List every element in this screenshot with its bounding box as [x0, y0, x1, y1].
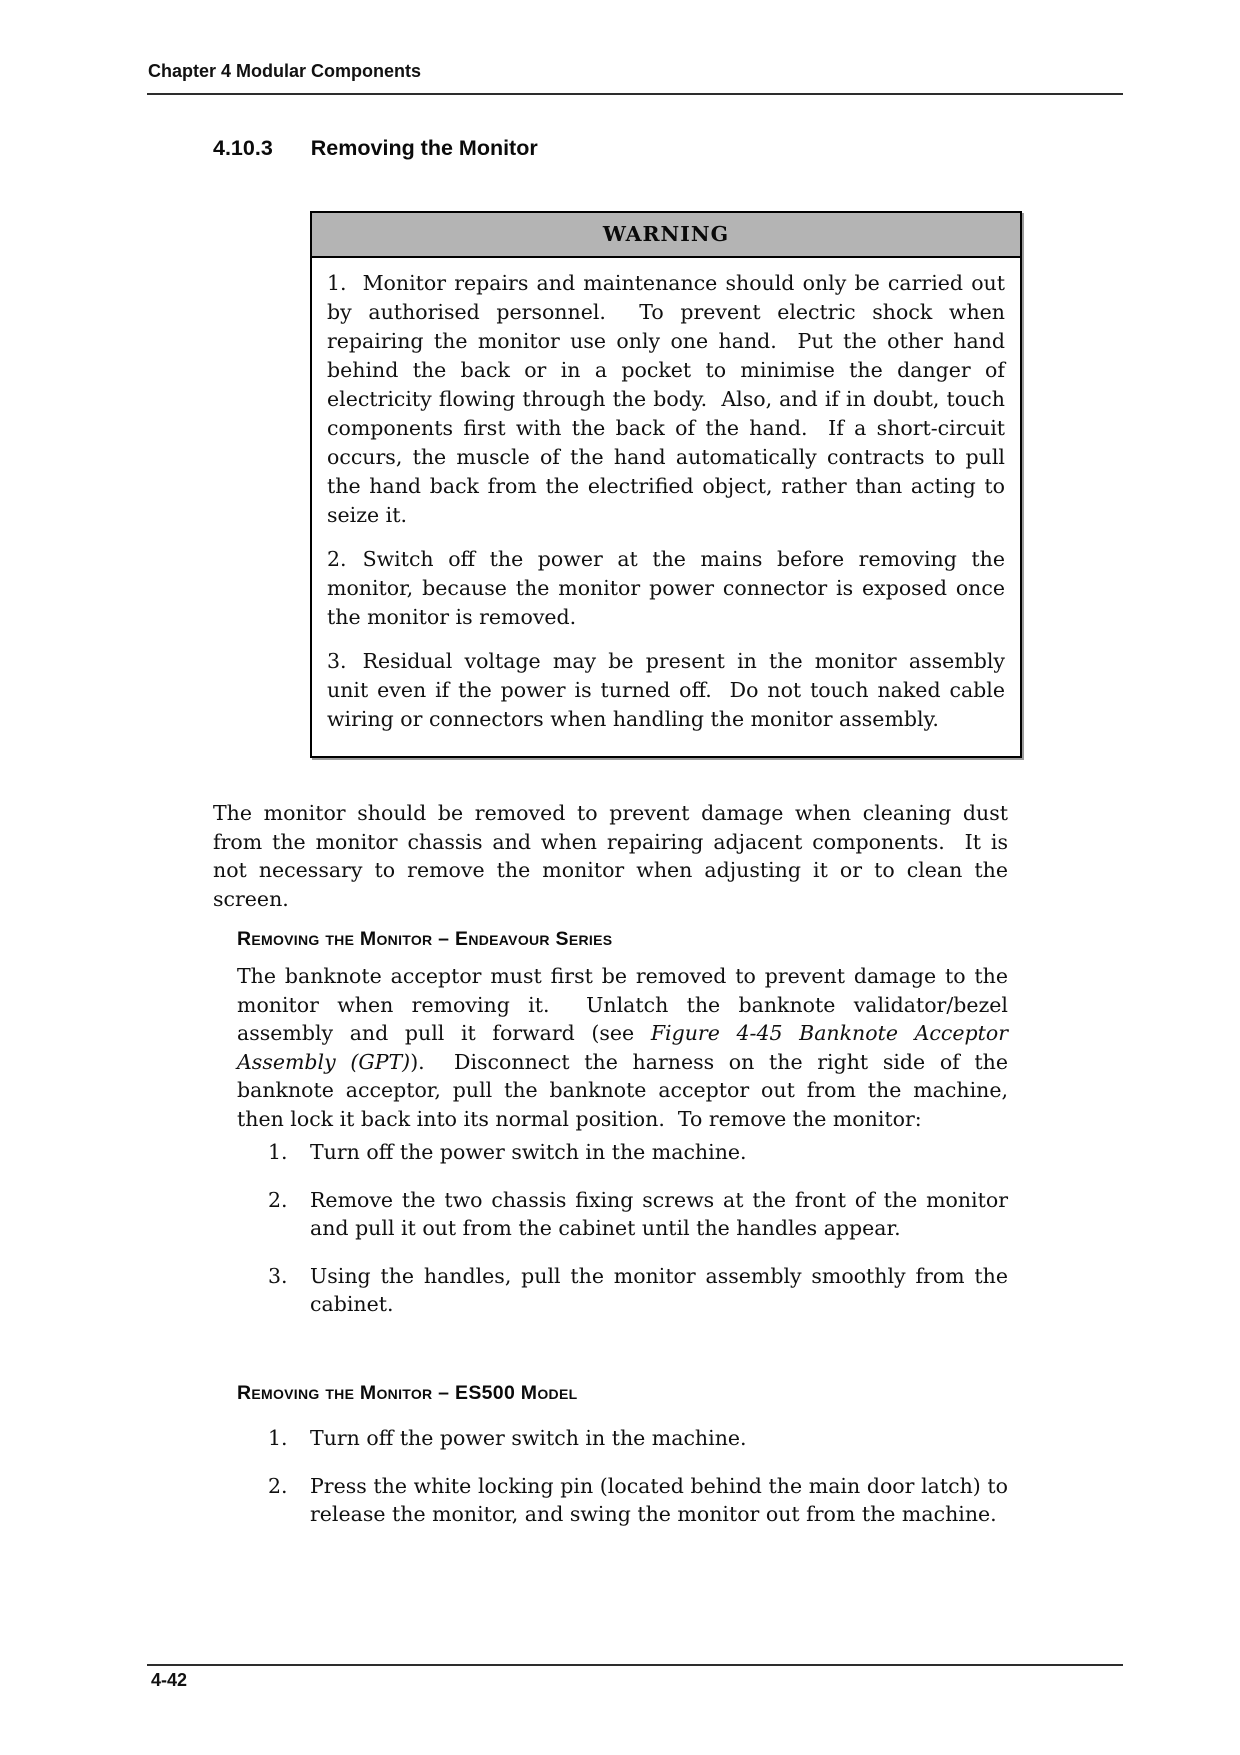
warning-item [327, 647, 1005, 734]
step-text: Using the handles, pull the monitor assembly smoothly from the cabinet. [310, 1263, 1008, 1316]
step-number: 1. [268, 1140, 288, 1164]
section-number: 4.10.3 [213, 136, 273, 160]
step-item [268, 1262, 1008, 1319]
step-item [268, 1472, 1008, 1529]
endeavour-paragraph-text-after: ). Disconnect the harness on the right side of the banknote acceptor, pull the banknote acceptor out from the machine, then lock it back into its normal position. To remove the monitor: [237, 1049, 1008, 1131]
warning-box [310, 211, 1022, 758]
header-rule [147, 93, 1123, 95]
step-number: 2. [268, 1187, 288, 1212]
warning-item [327, 545, 1005, 632]
step-text: Turn off the power switch in the machine. [310, 1140, 747, 1164]
steps-list-es500 [268, 1424, 1008, 1529]
warning-item-number: 2. [327, 547, 347, 571]
step-text: Press the white locking pin (located behind the main door latch) to release the monitor, and swing the monitor out from the machine. [310, 1473, 1008, 1526]
warning-box-title: WARNING [312, 213, 1020, 258]
step-number: 3. [268, 1263, 288, 1288]
figure-reference: Figure 4-45 Banknote Acceptor Assembly (GPT) [237, 1021, 1008, 1074]
endeavour-paragraph [237, 962, 1008, 1133]
warning-item-number: 3. [327, 649, 347, 673]
step-item [268, 1424, 1008, 1453]
section-heading [213, 136, 538, 161]
subsection-heading-es500: Removing the Monitor – ES500 Model [237, 1382, 578, 1404]
warning-item [327, 269, 1005, 530]
section-title: Removing the Monitor [310, 136, 538, 160]
step-text: Turn off the power switch in the machine. [310, 1426, 747, 1450]
step-number: 2. [268, 1473, 288, 1498]
step-text: Remove the two chassis fixing screws at the front of the monitor and pull it out from the cabinet until the handles appear. [310, 1187, 1008, 1240]
endeavour-paragraph-text-before: The banknote acceptor must first be removed to prevent damage to the monitor when removing it. Unlatch the banknote validator/bezel assembly and pull it forward (see [237, 964, 1008, 1045]
warning-item-text: Monitor repairs and maintenance should only be carried out by authorised personnel. To prevent electric shock when repairing the monitor use only one hand. Put the other hand behind the back or in a pocket to minimise the danger of electricity flowing through the body. Also, and if in doubt, touch components first with the back of the hand. If a short-circuit occurs, the muscle of the hand automatically contracts to pull the hand back from the electrified object, rather than acting to seize it. [327, 271, 1005, 527]
step-item [268, 1186, 1008, 1243]
warning-item-number: 1. [327, 271, 347, 295]
step-number: 1. [268, 1426, 288, 1450]
running-header-chapter-title: Chapter 4 Modular Components [148, 61, 422, 81]
page-number: 4-42 [151, 1670, 188, 1690]
warning-item-text: Switch off the power at the mains before removing the monitor, because the monitor power connector is exposed once the monitor is removed. [327, 547, 1005, 629]
subsection-heading-endeavour: Removing the Monitor – Endeavour Series [237, 928, 613, 950]
warning-box-body [312, 258, 1020, 744]
intro-paragraph: The monitor should be removed to prevent damage when cleaning dust from the monitor chassis and when repairing adjacent components. It is not necessary to remove the monitor when adjusting it or to clean the screen. [213, 801, 1008, 911]
steps-list-endeavour [268, 1138, 1008, 1319]
warning-item-text: Residual voltage may be present in the monitor assembly unit even if the power is turned off. Do not touch naked cable wiring or connectors when handling the monitor assembly. [327, 649, 1005, 731]
footer-rule [147, 1664, 1123, 1666]
step-item [268, 1138, 1008, 1167]
